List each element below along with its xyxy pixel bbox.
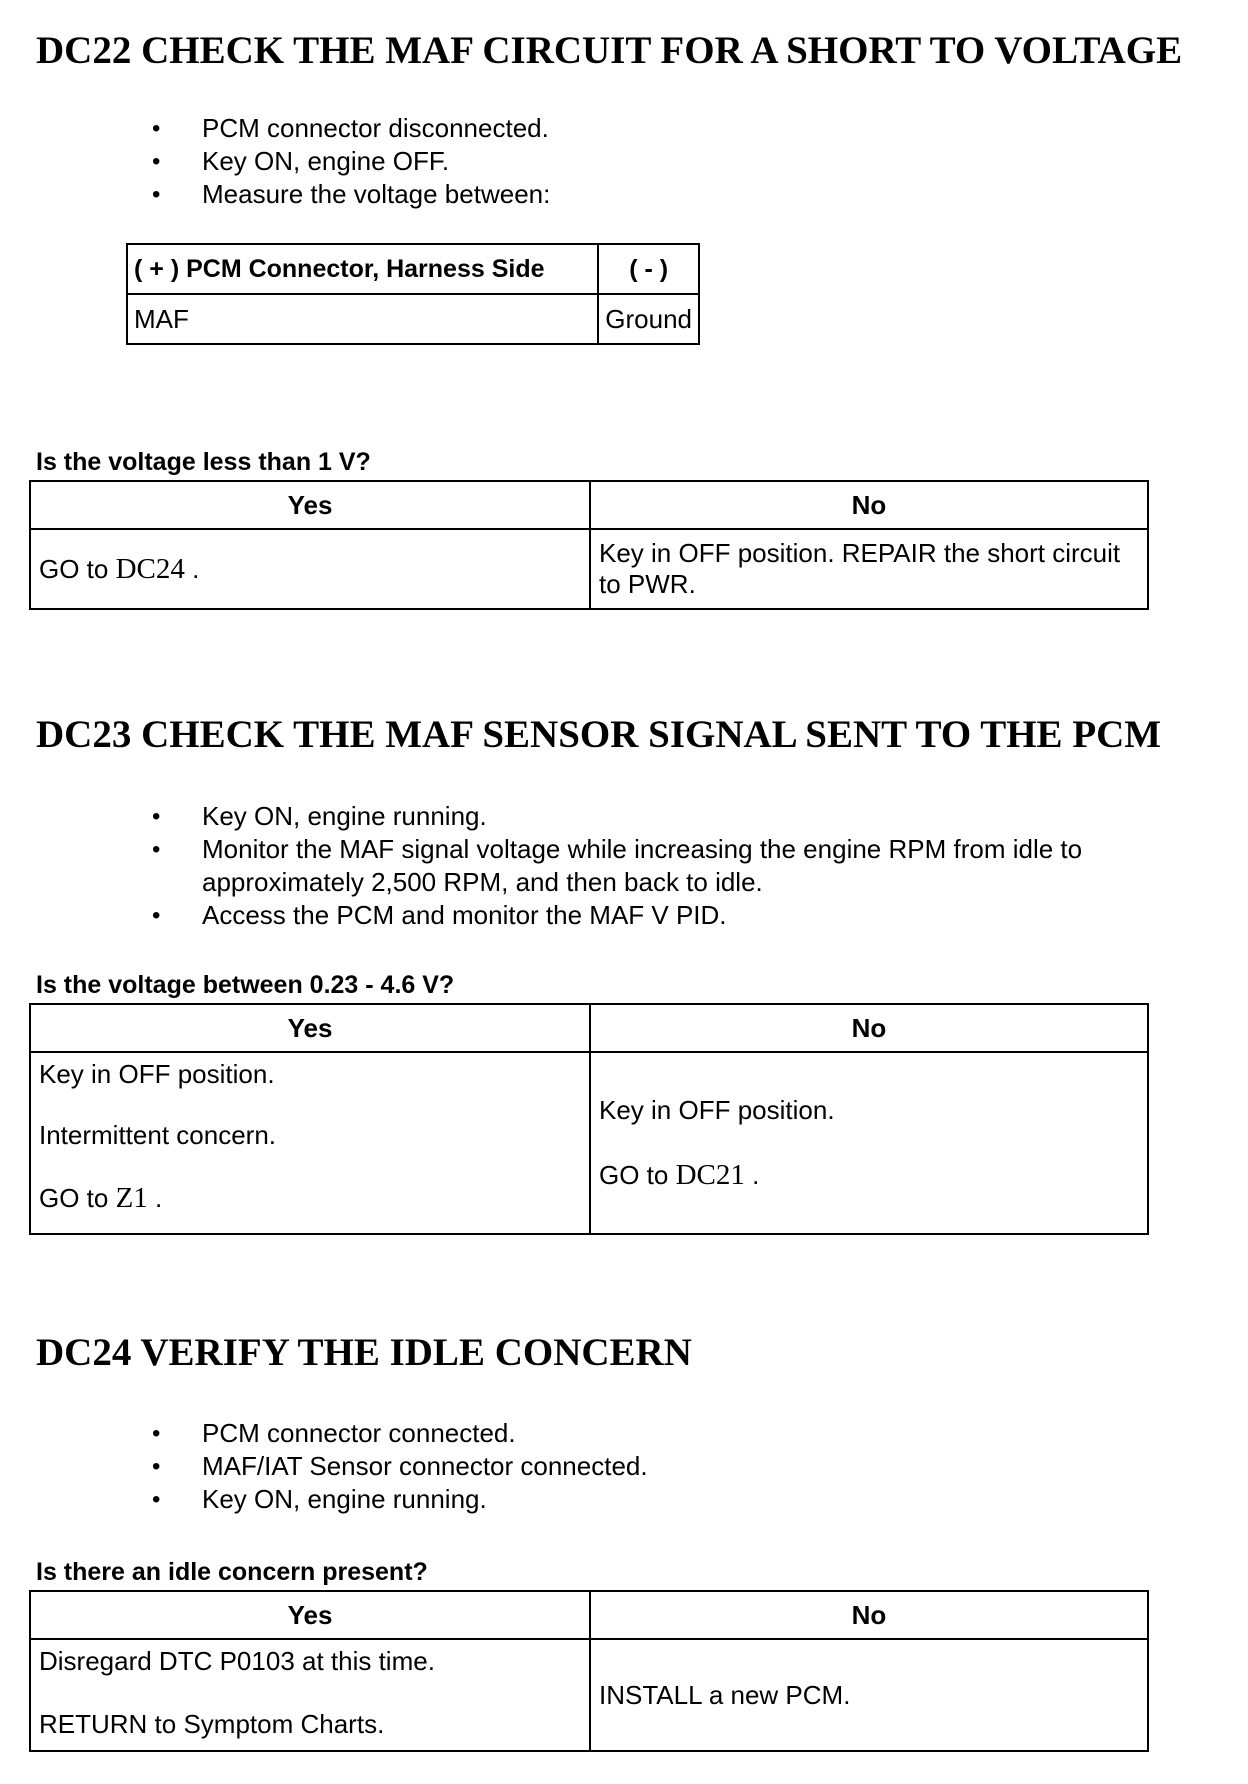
list-item: • Key ON, engine running. — [150, 1483, 1150, 1516]
dc24-heading: DC24 VERIFY THE IDLE CONCERN — [36, 1331, 692, 1374]
no-line-2 — [599, 1160, 1139, 1191]
no-header: No — [590, 1591, 1148, 1639]
yes-header: Yes — [30, 1004, 590, 1052]
dc23-heading: DC23 CHECK THE MAF SENSOR SIGNAL SENT TO THE PCM — [36, 713, 1162, 756]
table-row — [30, 1639, 1148, 1751]
yes-line-1: Disregard DTC P0103 at this time. — [39, 1646, 435, 1676]
connector-positive-cell: MAF — [127, 294, 598, 344]
yes-line-2: Intermittent concern. — [39, 1120, 276, 1150]
dc24-steps — [150, 1417, 1150, 1516]
list-item: • Monitor the MAF signal voltage while increasing the engine RPM from idle to approximately 2,500 RPM, and then back to idle. — [150, 833, 1150, 899]
list-item: • MAF/IAT Sensor connector connected. — [150, 1450, 1150, 1483]
list-item: • Key ON, engine OFF. — [150, 145, 1150, 178]
yes-line-2: RETURN to Symptom Charts. — [39, 1709, 385, 1739]
go-to-label: GO to — [599, 1160, 676, 1190]
list-item: • PCM connector connected. — [150, 1417, 1150, 1450]
table-row — [127, 294, 699, 344]
yes-cell — [30, 1639, 590, 1751]
dc22-question: Is the voltage less than 1 V? — [36, 448, 371, 476]
dc22-result-table — [29, 480, 1149, 610]
period: . — [184, 553, 200, 584]
yes-header: Yes — [30, 481, 590, 529]
dc24-question: Is there an idle concern present? — [36, 1558, 428, 1586]
dc24-link[interactable]: DC24 — [115, 552, 185, 585]
connector-negative-header: ( - ) — [598, 244, 699, 294]
table-row — [30, 529, 1148, 609]
yes-line-3 — [39, 1183, 581, 1214]
no-cell: Key in OFF position. REPAIR the short circuit to PWR. — [590, 529, 1148, 609]
list-item: • Access the PCM and monitor the MAF V PID. — [150, 899, 1150, 932]
no-cell — [590, 1052, 1148, 1234]
list-item: • Measure the voltage between: — [150, 178, 1150, 211]
yes-cell — [30, 1052, 590, 1234]
dc22-heading: DC22 CHECK THE MAF CIRCUIT FOR A SHORT TO VOLTAGE — [36, 29, 1183, 72]
go-to-label: GO to — [39, 1183, 116, 1213]
dc24-result-table — [29, 1590, 1149, 1752]
list-item: • PCM connector disconnected. — [150, 112, 1150, 145]
yes-cell — [30, 529, 590, 609]
connector-positive-header: ( + ) PCM Connector, Harness Side — [127, 244, 598, 294]
table-header-row — [30, 481, 1148, 529]
no-cell: INSTALL a new PCM. — [590, 1639, 1148, 1751]
dc22-steps — [150, 112, 1150, 211]
no-header: No — [590, 1004, 1148, 1052]
yes-line-1: Key in OFF position. — [39, 1059, 275, 1089]
period: . — [147, 1183, 163, 1213]
go-to-label: GO to — [39, 553, 116, 584]
no-header: No — [590, 481, 1148, 529]
yes-header: Yes — [30, 1591, 590, 1639]
no-line-1: Key in OFF position. — [599, 1095, 835, 1125]
z1-link[interactable]: Z1 — [115, 1182, 148, 1214]
table-row — [30, 1052, 1148, 1234]
list-item: • Key ON, engine running. — [150, 800, 1150, 833]
dc23-result-table — [29, 1003, 1149, 1235]
connector-negative-cell: Ground — [598, 294, 699, 344]
table-header-row — [30, 1591, 1148, 1639]
dc23-steps — [150, 800, 1150, 932]
dc22-connector-table — [126, 243, 700, 345]
table-header-row — [30, 1004, 1148, 1052]
dc23-question: Is the voltage between 0.23 - 4.6 V? — [36, 971, 455, 999]
table-header-row — [127, 244, 699, 294]
period: . — [744, 1160, 760, 1190]
dc21-link[interactable]: DC21 — [675, 1159, 745, 1191]
